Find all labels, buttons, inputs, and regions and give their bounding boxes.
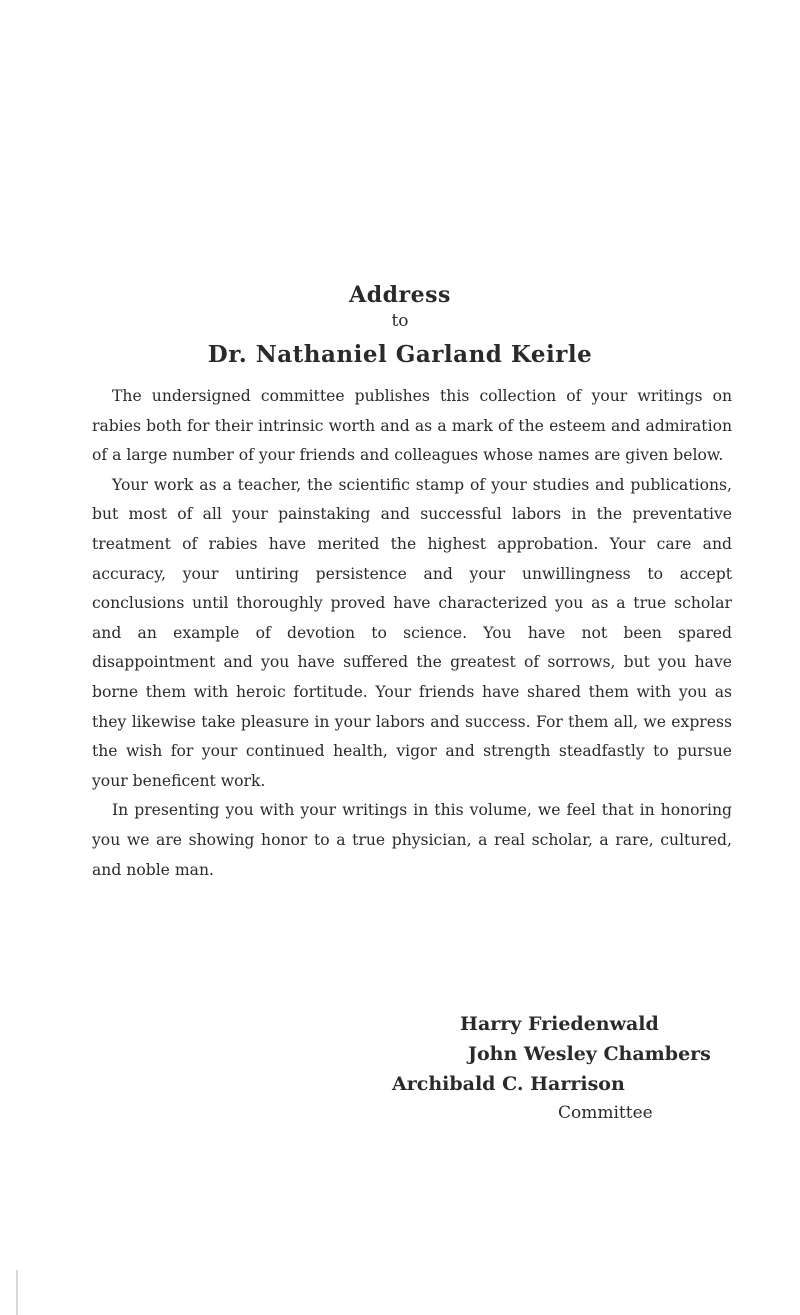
heading-address: Address: [349, 282, 451, 308]
committee-label: Committee: [558, 1103, 653, 1123]
signatory-name: Harry Friedenwald: [460, 1013, 659, 1035]
signatory-name: Archibald C. Harrison: [392, 1073, 625, 1095]
page-edge-mark: [16, 1270, 18, 1315]
signature-block: [392, 1009, 732, 1127]
paragraph-3: In presenting you with your writings in this volume, we feel that in honoring you we are showing honor to a true physician, a real scholar, a rare, cultured, and noble man.: [92, 801, 732, 879]
heading-to: to: [391, 311, 409, 331]
heading-block: [0, 282, 800, 370]
paragraph-1: The undersigned committee publishes this collection of your writings on rabies both for their intrinsic worth and as a mark of the esteem and admiration of a large number of your friends and colleagues whose names are given below.: [92, 387, 732, 465]
signatory-name: John Wesley Chambers: [468, 1043, 711, 1065]
recipient-name: Dr. Nathaniel Garland Keirle: [207, 341, 593, 368]
address-body: [92, 382, 732, 885]
paragraph-2: Your work as a teacher, the scientific stamp of your studies and publications, but most of all your painstaking and successful labors in the preventative treatment of rabies have merited the highest approbation. Your care and accuracy, your untiring persistence and your unwillingness to accept conclusions until thoroughly proved have characterized you as a true scholar and an example of devotion to science. You have not been spared disappointment and you have suffered the greatest of sorrows, but you have borne them with heroic fortitude. Your friends have shared them with you as they likewise take pleasure in your labors and success. For them all, we express the wish for your continued health, vigor and strength steadfastly to pursue your beneficent work.: [92, 475, 732, 790]
